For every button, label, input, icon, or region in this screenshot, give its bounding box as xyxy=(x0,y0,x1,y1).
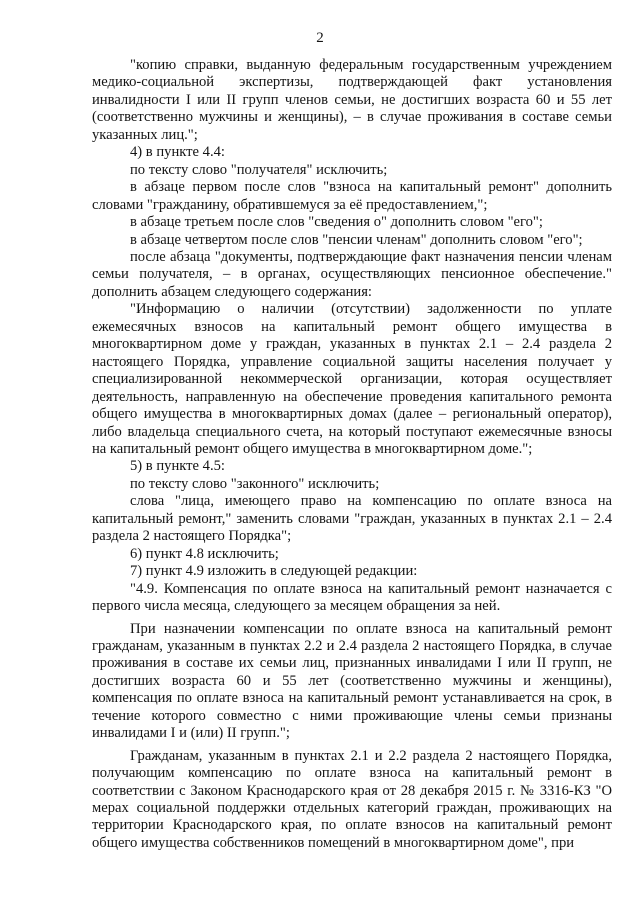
paragraph-third-abzac-amendment: в абзаце третьем после слов "сведения о" дополнить словом "его"; xyxy=(130,214,543,231)
paragraph-fourth-abzac-amendment: в абзаце четвертом после слов "пенсии членам" дополнить словом "его"; xyxy=(130,231,583,248)
paragraph-point-4-9: "4.9. Компенсация по оплате взноса на капитальный ремонт назначается с первого числа месяца, следующего за месяцем обращения за ней. xyxy=(92,580,612,615)
paragraph-citizens-receiving-compensation: Гражданам, указанным в пунктах 2.1 и 2.2 раздела 2 настоящего Порядка, получающим компенсацию по оплате взноса на капитальный ремонт в соответствии с Законом Краснодарского края от 28 декабря 2015 г. № 3316-КЗ "О мерах социальной поддержки отдельных категорий граждан, проживающих на территории Краснодарского края, по оплате взносов на капитальный ремонт общего имущества собственников помещений в многоквартирном доме", при xyxy=(92,747,612,851)
document-body xyxy=(92,57,612,852)
paragraph-remove-legal-word: по тексту слово "законного" исключить; xyxy=(130,475,380,492)
paragraph-debt-information: "Информацию о наличии (отсутствии) задолженности по уплате ежемесячных взносов на капитальный ремонт общего имущества в многоквартирном доме у граждан, указанных в пунктах 2.1 – 2.4 раздела 2 настоящего Порядка, управление социальной защиты населения получает у специализированной некоммерческой организации, которая осуществляет деятельность, направленную на обеспечение проведения капитального ремонта общего имущества в многоквартирных домах (далее – региональный оператор), либо владельца специального счета, на который поступают ежемесячные взносы на капитальный ремонт общего имущества в многоквартирном доме."; xyxy=(92,301,612,457)
paragraph-item-7: 7) пункт 4.9 изложить в следующей редакции: xyxy=(130,563,418,580)
paragraph-add-abzac-intro: после абзаца "документы, подтверждающие факт назначения пенсии членам семьи получателя, – в органах, осуществляющих пенсионное обеспечение." дополнить абзацем следующего содержания: xyxy=(92,248,612,300)
paragraph-item-6: 6) пункт 4.8 исключить; xyxy=(130,545,279,562)
paragraph-compensation-disability: При назначении компенсации по оплате взноса на капитальный ремонт гражданам, указанным в пунктах 2.2 и 2.4 раздела 2 настоящего Порядка, в случае проживания в составе их семьи лиц, признанных инвалидами I или II групп, не достигших возраста 60 и 55 лет (соответственно мужчины и женщины), компенсация по оплате взноса на капитальный ремонт устанавливается на срок, в течение которого совместно с ними проживающие члены семьи признаны инвалидами I и (или) II групп."; xyxy=(92,620,612,742)
paragraph-remove-recipient-word: по тексту слово "получателя" исключить; xyxy=(130,161,388,178)
page-number: 2 xyxy=(316,30,324,46)
paragraph-first-abzac-amendment: в абзаце первом после слов "взноса на капитальный ремонт" дополнить словами "гражданину, обратившемуся за её предоставлением,"; xyxy=(92,179,612,213)
paragraph-replace-words: слова "лица, имеющего право на компенсацию по оплате взноса на капитальный ремонт," заменить словами "граждан, указанных в пунктах 2.1 – 2.4 раздела 2 настоящего Порядка"; xyxy=(92,493,612,545)
paragraph-item-4-header: 4) в пункте 4.4: xyxy=(130,144,225,161)
paragraph-disability-certificate: "копию справки, выданную федеральным государственным учреждением медико-социальной экспертизы, подтверждающей факт установления инвалидности I или II групп членов семьи, не достигших возраста 60 и 55 лет (соответственно мужчины и женщины), – в случае проживания в составе семьи указанных лиц."; xyxy=(92,57,612,143)
paragraph-item-5-header: 5) в пункте 4.5: xyxy=(130,458,225,475)
